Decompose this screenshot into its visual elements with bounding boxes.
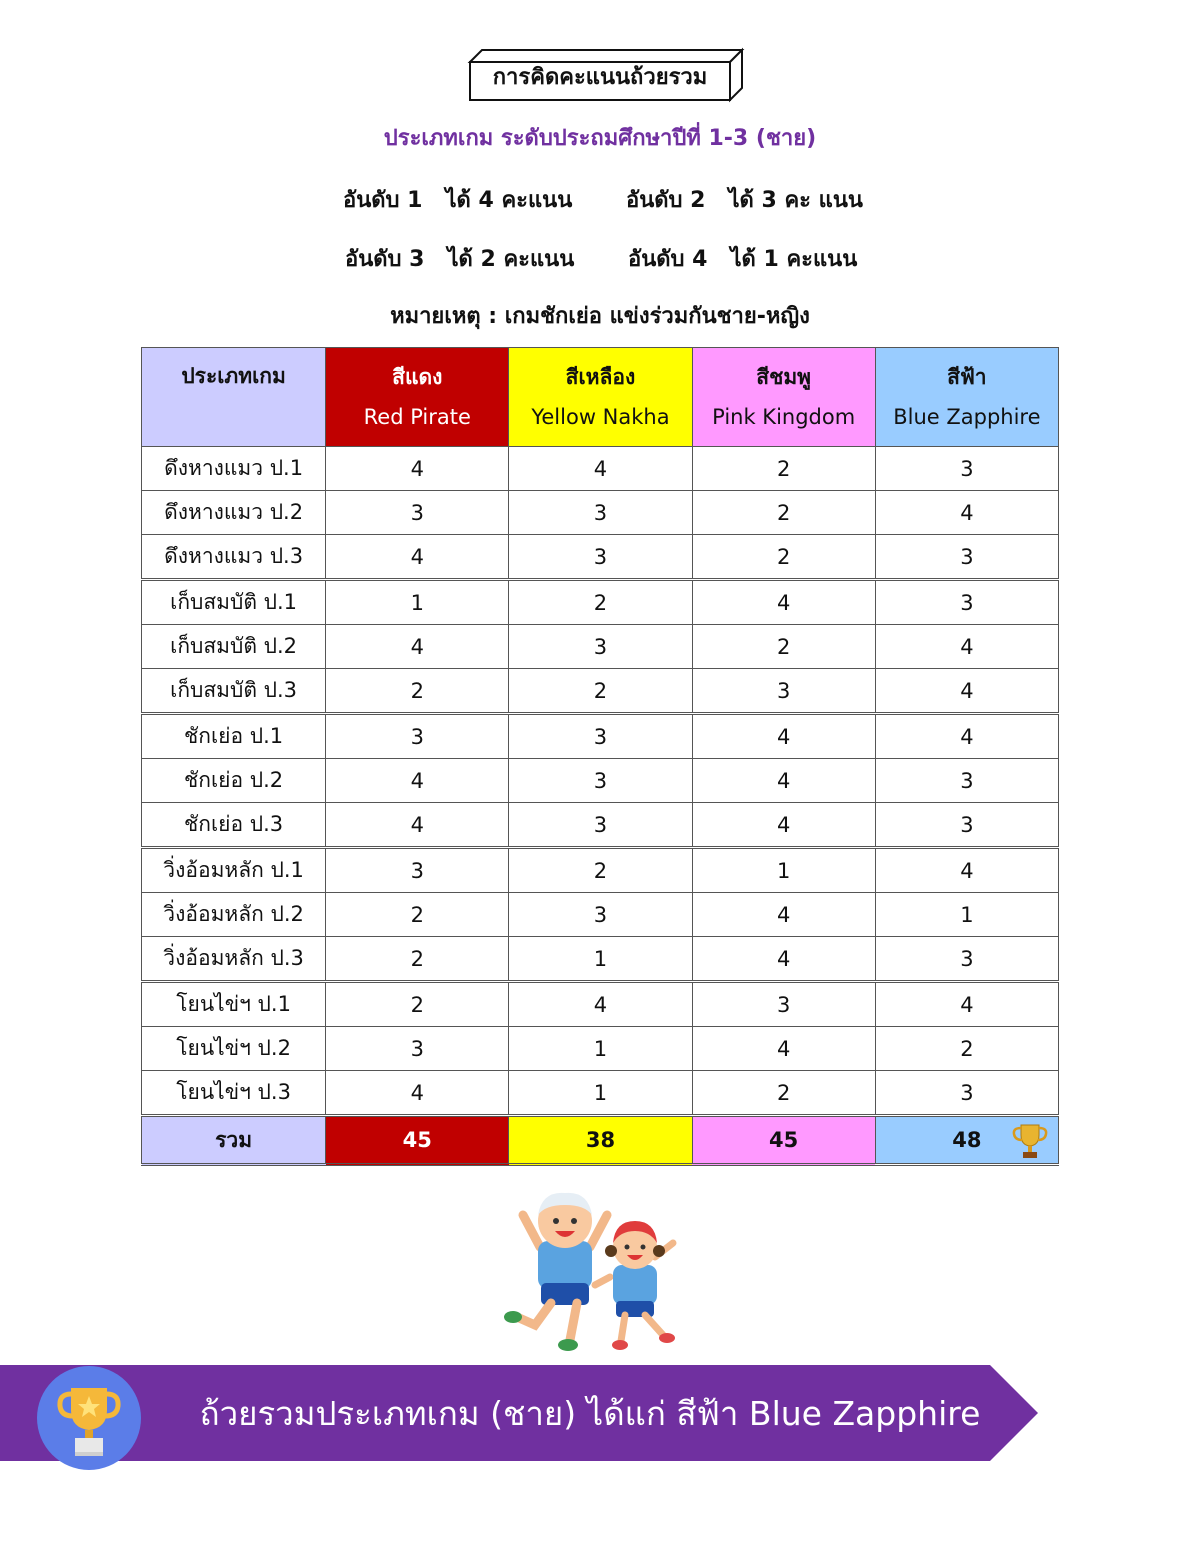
table-row — [142, 1071, 1059, 1116]
game-name: ดึงหางแมว ป.3 — [142, 535, 326, 580]
score-cell: 3 — [326, 1027, 509, 1071]
score-cell: 2 — [509, 848, 692, 893]
rank-3-points: ได้ 2 คะแนน — [447, 247, 575, 272]
score-cell: 3 — [509, 535, 692, 580]
score-cell: 4 — [509, 447, 692, 491]
table-row — [142, 535, 1059, 580]
game-name: เก็บสมบัติ ป.3 — [142, 669, 326, 714]
table-row — [142, 491, 1059, 535]
score-cell: 2 — [692, 447, 875, 491]
team-thai-name: สีแดง — [392, 365, 443, 389]
team-english-name: Yellow Nakha — [531, 405, 670, 429]
score-cell: 3 — [875, 803, 1058, 848]
rank-3 — [345, 241, 574, 276]
score-cell: 4 — [692, 1027, 875, 1071]
score-cell: 1 — [326, 580, 509, 625]
score-cell: 1 — [875, 893, 1058, 937]
table-row — [142, 848, 1059, 893]
score-cell: 3 — [509, 491, 692, 535]
score-cell: 4 — [692, 714, 875, 759]
score-cell: 3 — [326, 714, 509, 759]
trophy-badge-icon — [37, 1366, 141, 1470]
table-row — [142, 1027, 1059, 1071]
score-cell: 2 — [326, 893, 509, 937]
note: หมายเหตุ : เกมชักเย่อ แข่งร่วมกันชาย-หญิง — [390, 304, 810, 329]
header-team-blue — [875, 348, 1058, 447]
score-cell: 4 — [326, 535, 509, 580]
game-name: วิ่งอ้อมหลัก ป.1 — [142, 848, 326, 893]
score-cell: 2 — [326, 669, 509, 714]
rank-1-points: ได้ 4 คะแนน — [445, 188, 573, 213]
score-cell: 1 — [509, 937, 692, 982]
game-name: เก็บสมบัติ ป.2 — [142, 625, 326, 669]
score-cell: 3 — [692, 669, 875, 714]
table-row — [142, 893, 1059, 937]
rank-1 — [343, 182, 572, 217]
total-blue-cell — [875, 1116, 1058, 1165]
rank-4-label: อันดับ 4 — [628, 247, 708, 272]
game-name: โยนไข่ฯ ป.1 — [142, 982, 326, 1027]
score-cell: 4 — [875, 714, 1058, 759]
boy-figure — [504, 1193, 607, 1351]
score-cell: 4 — [875, 491, 1058, 535]
table-row — [142, 669, 1059, 714]
score-cell: 4 — [692, 580, 875, 625]
score-cell: 4 — [692, 803, 875, 848]
score-cell: 4 — [326, 803, 509, 848]
score-table — [141, 347, 1059, 1166]
team-english-name: Pink Kingdom — [712, 405, 856, 429]
score-cell: 2 — [875, 1027, 1058, 1071]
score-cell: 2 — [509, 669, 692, 714]
table-row — [142, 714, 1059, 759]
team-english-name: Blue Zapphire — [893, 405, 1041, 429]
header-game: ประเภทเกม — [142, 348, 326, 447]
score-cell: 3 — [326, 491, 509, 535]
table-header-row — [142, 348, 1059, 447]
rank-2-points: ได้ 3 คะ แนน — [728, 188, 863, 213]
total-yellow: 38 — [509, 1116, 692, 1165]
score-cell: 2 — [692, 625, 875, 669]
rank-2 — [626, 182, 863, 217]
score-cell: 2 — [692, 535, 875, 580]
score-cell: 4 — [326, 625, 509, 669]
score-cell: 1 — [692, 848, 875, 893]
game-name: โยนไข่ฯ ป.3 — [142, 1071, 326, 1116]
table-row — [142, 937, 1059, 982]
game-name: ชักเย่อ ป.1 — [142, 714, 326, 759]
score-cell: 3 — [875, 759, 1058, 803]
score-cell: 4 — [875, 669, 1058, 714]
score-cell: 2 — [326, 982, 509, 1027]
score-cell: 4 — [326, 759, 509, 803]
table-row — [142, 447, 1059, 491]
rank-3-label: อันดับ 3 — [345, 247, 425, 272]
table-row — [142, 803, 1059, 848]
table-row — [142, 625, 1059, 669]
score-cell: 3 — [509, 759, 692, 803]
score-cell: 2 — [692, 491, 875, 535]
score-cell: 2 — [326, 937, 509, 982]
game-name: ดึงหางแมว ป.2 — [142, 491, 326, 535]
header-team-pink — [692, 348, 875, 447]
total-blue: 48 — [952, 1128, 982, 1152]
total-pink: 45 — [692, 1116, 875, 1165]
rank-4-points: ได้ 1 คะแนน — [730, 247, 858, 272]
team-thai-name: สีฟ้า — [947, 365, 987, 389]
rank-2-label: อันดับ 2 — [626, 188, 706, 213]
score-cell: 4 — [875, 848, 1058, 893]
table-row — [142, 580, 1059, 625]
total-row — [142, 1116, 1059, 1165]
game-name: วิ่งอ้อมหลัก ป.3 — [142, 937, 326, 982]
header-team-yellow — [509, 348, 692, 447]
table-row — [142, 759, 1059, 803]
page-title: การคิดคะแนนถ้วยรวม — [492, 65, 708, 90]
score-cell: 4 — [509, 982, 692, 1027]
subtitle: ประเภทเกม ระดับประถมศึกษาปีที่ 1-3 (ชาย) — [383, 126, 817, 151]
game-name: วิ่งอ้อมหลัก ป.2 — [142, 893, 326, 937]
score-cell: 4 — [692, 937, 875, 982]
score-cell: 3 — [692, 982, 875, 1027]
game-name: ดึงหางแมว ป.1 — [142, 447, 326, 491]
score-cell: 2 — [692, 1071, 875, 1116]
score-cell: 3 — [326, 848, 509, 893]
table-row — [142, 982, 1059, 1027]
game-name: โยนไข่ฯ ป.2 — [142, 1027, 326, 1071]
banner-text: ถ้วยรวมประเภทเกม (ชาย) ได้แก่ สีฟ้า Blue Zapphire — [199, 1394, 981, 1433]
score-cell: 3 — [875, 580, 1058, 625]
score-cell: 4 — [326, 447, 509, 491]
score-cell: 4 — [692, 759, 875, 803]
team-english-name: Red Pirate — [363, 405, 471, 429]
game-name: ชักเย่อ ป.3 — [142, 803, 326, 848]
team-thai-name: สีชมพู — [756, 365, 812, 389]
score-cell: 4 — [875, 625, 1058, 669]
score-cell: 4 — [692, 893, 875, 937]
rank-1-label: อันดับ 1 — [343, 188, 423, 213]
rank-4 — [628, 241, 857, 276]
header-team-red — [326, 348, 509, 447]
score-cell: 3 — [509, 803, 692, 848]
kids-illustration — [495, 1185, 705, 1365]
girl-figure — [595, 1221, 675, 1350]
score-cell: 1 — [509, 1027, 692, 1071]
score-cell: 3 — [875, 447, 1058, 491]
score-cell: 3 — [509, 893, 692, 937]
score-cell: 3 — [875, 937, 1058, 982]
score-cell: 2 — [509, 580, 692, 625]
score-cell: 3 — [509, 714, 692, 759]
score-cell: 3 — [875, 535, 1058, 580]
game-name: เก็บสมบัติ ป.1 — [142, 580, 326, 625]
game-name: ชักเย่อ ป.2 — [142, 759, 326, 803]
score-cell: 1 — [509, 1071, 692, 1116]
score-cell: 3 — [509, 625, 692, 669]
score-cell: 4 — [326, 1071, 509, 1116]
total-label: รวม — [142, 1116, 326, 1165]
trophy-icon — [1010, 1121, 1050, 1161]
score-cell: 4 — [875, 982, 1058, 1027]
total-red: 45 — [326, 1116, 509, 1165]
team-thai-name: สีเหลือง — [565, 365, 636, 389]
score-cell: 3 — [875, 1071, 1058, 1116]
